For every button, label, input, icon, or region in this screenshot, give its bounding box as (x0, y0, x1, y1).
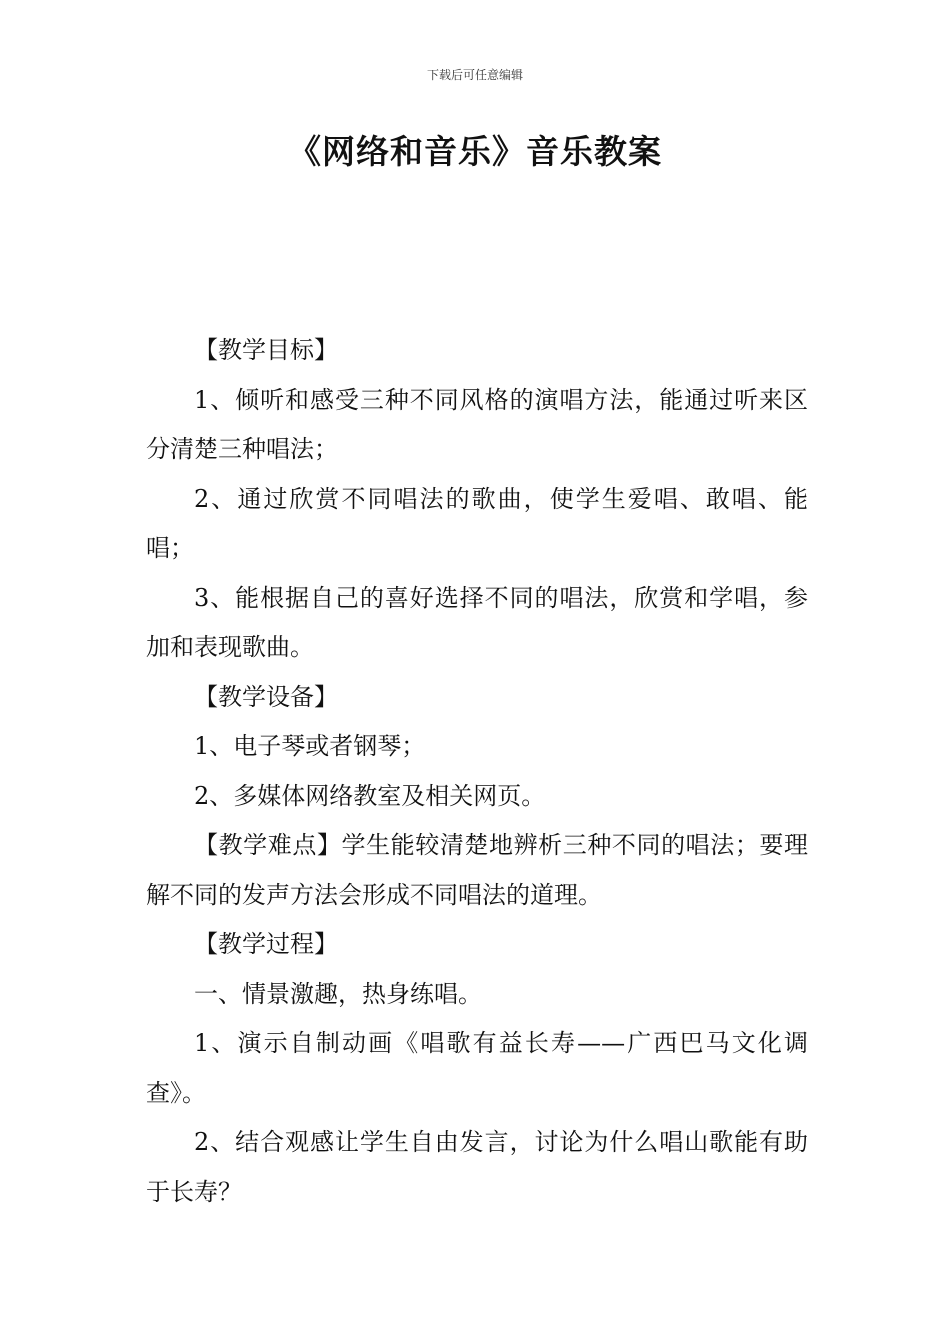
objective-item-1: 1、倾听和感受三种不同风格的演唱方法，能通过听来区分清楚三种唱法； (146, 385, 808, 463)
page-header-note: 下载后可任意编辑 (426, 68, 523, 82)
objective-item-2: 2、通过欣赏不同唱法的歌曲，使学生爱唱、敢唱、能唱； (146, 484, 808, 562)
equipment-item-1: 1、电子琴或者钢琴； (194, 732, 426, 760)
equipment-item-2: 2、多媒体网络教室及相关网页。 (194, 781, 546, 810)
section-heading-objectives: 【教学目标】 (194, 336, 338, 364)
section-heading-equipment: 【教学设备】 (194, 682, 338, 711)
section-difficulty: 【教学难点】学生能较清楚地辨析三种不同的唱法；要理解不同的发声方法会形成不同唱法的道理。 (146, 831, 808, 909)
process-item-1: 1、演示自制动画《唱歌有益长寿——广西巴马文化调查》。 (146, 1029, 808, 1107)
document-body (146, 326, 808, 1217)
objective-item-3: 3、能根据自己的喜好选择不同的唱法，欣赏和学唱，参加和表现歌曲。 (146, 583, 808, 661)
process-step-1: 一、情景激趣，热身练唱。 (194, 979, 482, 1008)
document-title: 《网络和音乐》音乐教案 (288, 132, 662, 171)
section-heading-process: 【教学过程】 (194, 930, 338, 958)
process-item-2: 2、结合观感让学生自由发言，讨论为什么唱山歌能有助于长寿？ (146, 1128, 808, 1206)
